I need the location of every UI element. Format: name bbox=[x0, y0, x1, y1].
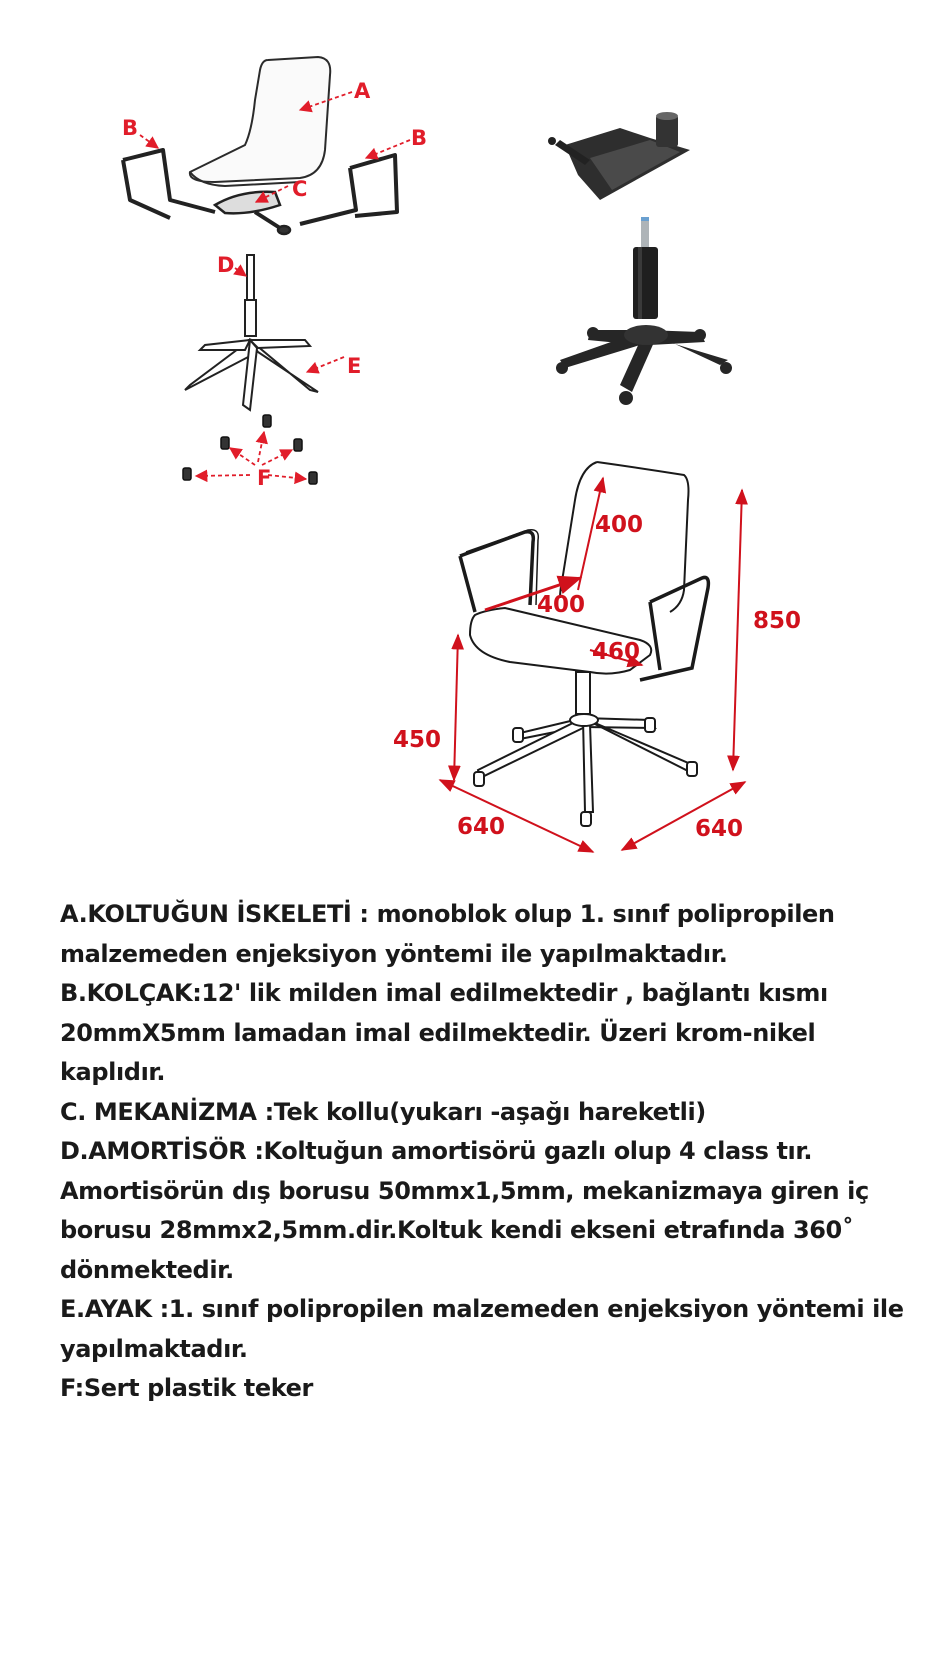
spec-line: malzemeden enjeksiyon yöntemi ile yapılmaktadır. bbox=[60, 939, 728, 968]
spec-line: yapılmaktadır. bbox=[60, 1334, 248, 1363]
specifications-text bbox=[60, 895, 920, 1409]
spec-line: kaplıdır. bbox=[60, 1058, 166, 1086]
spec-line: A.KOLTUĞUN İSKELETİ : monoblok olup 1. sınıf polipropilen bbox=[60, 900, 835, 928]
dimension-seat-height: 450 bbox=[393, 727, 442, 753]
exploded-view bbox=[123, 57, 397, 484]
dimensioned-chair bbox=[460, 462, 708, 826]
star-base-photo bbox=[556, 325, 732, 405]
part-e-star-base bbox=[185, 340, 318, 410]
part-f-casters bbox=[183, 415, 317, 484]
label-e: E bbox=[347, 354, 362, 378]
label-f: F bbox=[257, 466, 272, 490]
spec-line: borusu 28mmx2,5mm.dir.Koltuk kendi ekseni etrafında 360˚ bbox=[60, 1216, 854, 1244]
dimension-seat-width: 460 bbox=[592, 639, 641, 665]
dimension-total-height: 850 bbox=[753, 608, 802, 634]
dimension-seat-depth: 400 bbox=[537, 592, 586, 618]
label-d: D bbox=[217, 253, 235, 277]
spec-line: C. MEKANİZMA :Tek kollu(yukarı -aşağı hareketli) bbox=[60, 1097, 706, 1126]
spec-line: dönmektedir. bbox=[60, 1255, 234, 1284]
gas-lift-photo bbox=[633, 217, 658, 319]
part-d-gas-lift bbox=[245, 255, 256, 336]
label-b-left: B bbox=[122, 116, 139, 140]
spec-line: 20mmX5mm lamadan imal edilmektedir. Üzeri krom-nikel bbox=[60, 1018, 816, 1047]
dimension-base-width-left: 640 bbox=[457, 814, 506, 840]
spec-line: F:Sert plastik teker bbox=[60, 1374, 313, 1402]
mechanism-photo bbox=[548, 112, 690, 200]
spec-line: B.KOLÇAK:12' lik milden imal edilmektedir , bağlantı kısmı bbox=[60, 979, 828, 1007]
spec-line: E.AYAK :1. sınıf polipropilen malzemeden enjeksiyon yöntemi ile bbox=[60, 1295, 904, 1323]
part-b-left-armrest bbox=[123, 150, 215, 218]
spec-line: D.AMORTİSÖR :Koltuğun amortisörü gazlı olup 4 class tır. bbox=[60, 1137, 813, 1165]
dimension-base-width-right: 640 bbox=[695, 816, 744, 842]
dimension-backrest-height: 400 bbox=[595, 512, 644, 538]
spec-line: Amortisörün dış borusu 50mmx1,5mm, mekanizmaya giren iç bbox=[60, 1176, 869, 1205]
label-b-right: B bbox=[411, 126, 428, 150]
label-a: A bbox=[354, 79, 371, 103]
label-c: C bbox=[292, 177, 308, 201]
part-c-mechanism bbox=[215, 192, 290, 234]
part-a-seat-shell bbox=[190, 57, 330, 186]
